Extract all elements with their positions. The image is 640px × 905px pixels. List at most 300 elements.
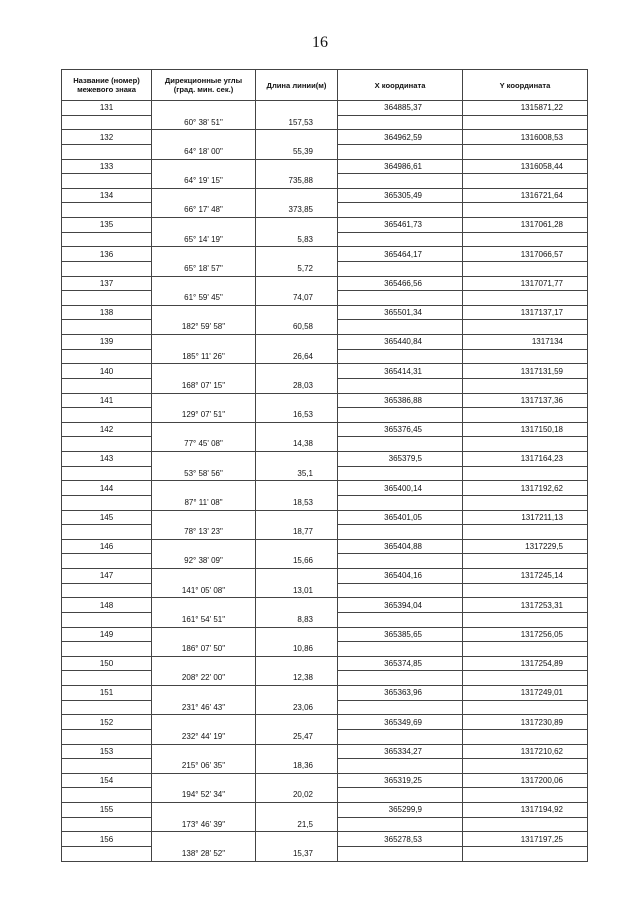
empty-cell [62, 583, 152, 598]
empty-cell [152, 656, 256, 671]
empty-cell [152, 598, 256, 613]
point-name: 152 [62, 715, 152, 730]
y-coordinate: 1315871,22 [463, 101, 588, 116]
empty-cell [338, 203, 463, 218]
empty-cell [152, 218, 256, 233]
y-coordinate: 1317229,5 [463, 539, 588, 554]
empty-cell [256, 422, 338, 437]
empty-cell [256, 569, 338, 584]
page-number: 16 [312, 34, 328, 51]
table-row [62, 656, 588, 671]
x-coordinate: 365404,16 [338, 569, 463, 584]
table-row [62, 759, 588, 774]
empty-cell [62, 729, 152, 744]
table-row [62, 247, 588, 262]
table-row [62, 729, 588, 744]
table-row [62, 174, 588, 189]
empty-cell [463, 320, 588, 335]
empty-cell [463, 203, 588, 218]
direction-angle: 53° 58' 56" [152, 466, 256, 481]
empty-cell [256, 276, 338, 291]
empty-cell [62, 144, 152, 159]
empty-cell [62, 349, 152, 364]
direction-angle: 208° 22' 00" [152, 671, 256, 686]
x-coordinate: 365349,69 [338, 715, 463, 730]
x-coordinate: 365299,9 [338, 803, 463, 818]
empty-cell [256, 159, 338, 174]
direction-angle: 61° 59' 45" [152, 291, 256, 306]
empty-cell [338, 642, 463, 657]
empty-cell [62, 115, 152, 130]
table-row [62, 817, 588, 832]
x-coordinate: 364885,37 [338, 101, 463, 116]
empty-cell [338, 349, 463, 364]
empty-cell [463, 554, 588, 569]
empty-cell [62, 408, 152, 423]
empty-cell [256, 130, 338, 145]
point-name: 133 [62, 159, 152, 174]
empty-cell [152, 393, 256, 408]
direction-angle: 77° 45' 08" [152, 437, 256, 452]
empty-cell [152, 130, 256, 145]
empty-cell [256, 305, 338, 320]
empty-cell [152, 481, 256, 496]
table-row [62, 583, 588, 598]
table-header-row [62, 70, 588, 101]
point-name: 138 [62, 305, 152, 320]
table-row [62, 291, 588, 306]
table-row [62, 554, 588, 569]
y-coordinate: 1317254,89 [463, 656, 588, 671]
point-name: 142 [62, 422, 152, 437]
point-name: 140 [62, 364, 152, 379]
x-coordinate: 365374,85 [338, 656, 463, 671]
y-coordinate: 1317200,06 [463, 773, 588, 788]
empty-cell [338, 788, 463, 803]
x-coordinate: 365401,05 [338, 510, 463, 525]
line-length: 25,47 [256, 729, 338, 744]
point-name: 150 [62, 656, 152, 671]
x-coordinate: 365404,88 [338, 539, 463, 554]
table-row [62, 101, 588, 116]
empty-cell [62, 612, 152, 627]
empty-cell [256, 247, 338, 262]
table-row [62, 642, 588, 657]
empty-cell [62, 817, 152, 832]
line-length: 5,72 [256, 261, 338, 276]
y-coordinate: 1317192,62 [463, 481, 588, 496]
direction-angle: 65° 14' 19" [152, 232, 256, 247]
y-coordinate: 1316721,64 [463, 188, 588, 203]
coordinates-table [61, 69, 588, 862]
empty-cell [152, 715, 256, 730]
x-coordinate: 365414,31 [338, 364, 463, 379]
point-name: 148 [62, 598, 152, 613]
x-coordinate: 365379,5 [338, 452, 463, 467]
empty-cell [256, 832, 338, 847]
direction-angle: 87° 11' 08" [152, 495, 256, 510]
empty-cell [463, 115, 588, 130]
table-row [62, 466, 588, 481]
table-row [62, 525, 588, 540]
table-row [62, 495, 588, 510]
empty-cell [256, 510, 338, 525]
empty-cell [152, 569, 256, 584]
empty-cell [338, 495, 463, 510]
line-length: 12,38 [256, 671, 338, 686]
point-name: 154 [62, 773, 152, 788]
empty-cell [338, 174, 463, 189]
x-coordinate: 365376,45 [338, 422, 463, 437]
table-row [62, 320, 588, 335]
empty-cell [338, 115, 463, 130]
x-coordinate: 365278,53 [338, 832, 463, 847]
table-row [62, 335, 588, 350]
direction-angle: 182° 59' 58" [152, 320, 256, 335]
line-length: 18,36 [256, 759, 338, 774]
line-length: 20,02 [256, 788, 338, 803]
point-name: 132 [62, 130, 152, 145]
empty-cell [62, 700, 152, 715]
direction-angle: 64° 19' 15" [152, 174, 256, 189]
direction-angle: 66° 17' 48" [152, 203, 256, 218]
line-length: 14,38 [256, 437, 338, 452]
empty-cell [152, 335, 256, 350]
empty-cell [152, 452, 256, 467]
x-coordinate: 365501,34 [338, 305, 463, 320]
line-length: 21,5 [256, 817, 338, 832]
empty-cell [62, 759, 152, 774]
empty-cell [463, 466, 588, 481]
point-name: 143 [62, 452, 152, 467]
table-row [62, 539, 588, 554]
direction-angle: 141° 05' 08" [152, 583, 256, 598]
y-coordinate: 1317071,77 [463, 276, 588, 291]
point-name: 131 [62, 101, 152, 116]
empty-cell [256, 656, 338, 671]
empty-cell [338, 408, 463, 423]
point-name: 156 [62, 832, 152, 847]
x-coordinate: 365305,49 [338, 188, 463, 203]
y-coordinate: 1316058,44 [463, 159, 588, 174]
table-row [62, 832, 588, 847]
table-row [62, 700, 588, 715]
header-y: Y координата [463, 70, 588, 101]
x-coordinate: 364986,61 [338, 159, 463, 174]
y-coordinate: 1317137,17 [463, 305, 588, 320]
table-row [62, 130, 588, 145]
empty-cell [62, 378, 152, 393]
empty-cell [62, 203, 152, 218]
direction-angle: 168° 07' 15" [152, 378, 256, 393]
empty-cell [256, 393, 338, 408]
empty-cell [463, 174, 588, 189]
x-coordinate: 365394,04 [338, 598, 463, 613]
table-row [62, 510, 588, 525]
table-row [62, 569, 588, 584]
empty-cell [338, 817, 463, 832]
empty-cell [338, 759, 463, 774]
x-coordinate: 365400,14 [338, 481, 463, 496]
empty-cell [338, 700, 463, 715]
table-row [62, 349, 588, 364]
empty-cell [338, 437, 463, 452]
empty-cell [338, 729, 463, 744]
empty-cell [463, 671, 588, 686]
x-coordinate: 365440,84 [338, 335, 463, 350]
x-coordinate: 365461,73 [338, 218, 463, 233]
table-body [62, 101, 588, 862]
empty-cell [338, 846, 463, 861]
empty-cell [463, 817, 588, 832]
point-name: 141 [62, 393, 152, 408]
table-row [62, 612, 588, 627]
y-coordinate: 1317164,23 [463, 452, 588, 467]
header-name: Название (номер) межевого знака [62, 70, 152, 101]
empty-cell [463, 729, 588, 744]
empty-cell [152, 159, 256, 174]
y-coordinate: 1317245,14 [463, 569, 588, 584]
empty-cell [256, 101, 338, 116]
point-name: 147 [62, 569, 152, 584]
empty-cell [338, 525, 463, 540]
line-length: 15,37 [256, 846, 338, 861]
table-row [62, 276, 588, 291]
table-row [62, 627, 588, 642]
empty-cell [338, 583, 463, 598]
point-name: 136 [62, 247, 152, 262]
line-length: 8,83 [256, 612, 338, 627]
direction-angle: 186° 07' 50" [152, 642, 256, 657]
empty-cell [62, 642, 152, 657]
table-row [62, 232, 588, 247]
direction-angle: 129° 07' 51" [152, 408, 256, 423]
empty-cell [338, 291, 463, 306]
empty-cell [463, 583, 588, 598]
direction-angle: 231° 46' 43" [152, 700, 256, 715]
table-row [62, 364, 588, 379]
line-length: 5,83 [256, 232, 338, 247]
point-name: 151 [62, 686, 152, 701]
empty-cell [152, 832, 256, 847]
line-length: 10,86 [256, 642, 338, 657]
direction-angle: 138° 28' 52" [152, 846, 256, 861]
empty-cell [152, 305, 256, 320]
point-name: 146 [62, 539, 152, 554]
direction-angle: 60° 38' 51" [152, 115, 256, 130]
empty-cell [463, 437, 588, 452]
line-length: 35,1 [256, 466, 338, 481]
empty-cell [256, 539, 338, 554]
table-row [62, 261, 588, 276]
x-coordinate: 365466,56 [338, 276, 463, 291]
empty-cell [62, 525, 152, 540]
table-row [62, 452, 588, 467]
table-row [62, 115, 588, 130]
table-row [62, 481, 588, 496]
y-coordinate: 1317137,36 [463, 393, 588, 408]
y-coordinate: 1317211,13 [463, 510, 588, 525]
empty-cell [152, 803, 256, 818]
empty-cell [463, 495, 588, 510]
table-row [62, 408, 588, 423]
direction-angle: 78° 13' 23" [152, 525, 256, 540]
empty-cell [463, 349, 588, 364]
empty-cell [338, 466, 463, 481]
empty-cell [338, 554, 463, 569]
empty-cell [152, 364, 256, 379]
point-name: 137 [62, 276, 152, 291]
point-name: 155 [62, 803, 152, 818]
empty-cell [338, 612, 463, 627]
y-coordinate: 1317194,92 [463, 803, 588, 818]
empty-cell [152, 422, 256, 437]
empty-cell [62, 671, 152, 686]
empty-cell [62, 788, 152, 803]
empty-cell [152, 773, 256, 788]
empty-cell [152, 101, 256, 116]
x-coordinate: 365319,25 [338, 773, 463, 788]
line-length: 18,53 [256, 495, 338, 510]
empty-cell [256, 335, 338, 350]
point-name: 139 [62, 335, 152, 350]
empty-cell [256, 481, 338, 496]
empty-cell [256, 452, 338, 467]
direction-angle: 65° 18' 57" [152, 261, 256, 276]
empty-cell [62, 437, 152, 452]
line-length: 16,53 [256, 408, 338, 423]
empty-cell [62, 261, 152, 276]
table-row [62, 744, 588, 759]
direction-angle: 215° 06' 35" [152, 759, 256, 774]
line-length: 13,01 [256, 583, 338, 598]
empty-cell [256, 364, 338, 379]
empty-cell [256, 715, 338, 730]
empty-cell [338, 261, 463, 276]
direction-angle: 194° 52' 34" [152, 788, 256, 803]
direction-angle: 173° 46' 39" [152, 817, 256, 832]
table-row [62, 144, 588, 159]
header-length: Длина линии(м) [256, 70, 338, 101]
empty-cell [463, 408, 588, 423]
line-length: 157,53 [256, 115, 338, 130]
point-name: 135 [62, 218, 152, 233]
empty-cell [256, 598, 338, 613]
y-coordinate: 1317150,18 [463, 422, 588, 437]
point-name: 149 [62, 627, 152, 642]
empty-cell [463, 261, 588, 276]
empty-cell [256, 218, 338, 233]
line-length: 18,77 [256, 525, 338, 540]
table-row [62, 305, 588, 320]
y-coordinate: 1317249,01 [463, 686, 588, 701]
empty-cell [338, 671, 463, 686]
x-coordinate: 365464,17 [338, 247, 463, 262]
line-length: 735,88 [256, 174, 338, 189]
table-row [62, 218, 588, 233]
table-row [62, 715, 588, 730]
empty-cell [62, 554, 152, 569]
empty-cell [463, 612, 588, 627]
empty-cell [463, 759, 588, 774]
empty-cell [62, 495, 152, 510]
y-coordinate: 1317253,31 [463, 598, 588, 613]
empty-cell [152, 627, 256, 642]
table-row [62, 437, 588, 452]
direction-angle: 232° 44' 19" [152, 729, 256, 744]
x-coordinate: 365386,88 [338, 393, 463, 408]
y-coordinate: 1317066,57 [463, 247, 588, 262]
line-length: 373,85 [256, 203, 338, 218]
line-length: 74,07 [256, 291, 338, 306]
table-row [62, 393, 588, 408]
empty-cell [463, 144, 588, 159]
direction-angle: 92° 38' 09" [152, 554, 256, 569]
line-length: 26,64 [256, 349, 338, 364]
table-row [62, 159, 588, 174]
empty-cell [338, 320, 463, 335]
empty-cell [256, 744, 338, 759]
empty-cell [62, 174, 152, 189]
empty-cell [463, 846, 588, 861]
empty-cell [152, 188, 256, 203]
y-coordinate: 1317230,89 [463, 715, 588, 730]
y-coordinate: 1317131,59 [463, 364, 588, 379]
line-length: 55,39 [256, 144, 338, 159]
table-row [62, 188, 588, 203]
empty-cell [463, 788, 588, 803]
point-name: 153 [62, 744, 152, 759]
empty-cell [463, 378, 588, 393]
empty-cell [338, 144, 463, 159]
empty-cell [62, 320, 152, 335]
empty-cell [338, 378, 463, 393]
empty-cell [152, 744, 256, 759]
empty-cell [152, 247, 256, 262]
table-row [62, 378, 588, 393]
y-coordinate: 1316008,53 [463, 130, 588, 145]
table-row [62, 203, 588, 218]
empty-cell [62, 466, 152, 481]
table-row [62, 422, 588, 437]
y-coordinate: 1317210,62 [463, 744, 588, 759]
table-row [62, 671, 588, 686]
line-length: 28,03 [256, 378, 338, 393]
table-row [62, 803, 588, 818]
x-coordinate: 364962,59 [338, 130, 463, 145]
empty-cell [256, 686, 338, 701]
table-row [62, 788, 588, 803]
point-name: 145 [62, 510, 152, 525]
empty-cell [256, 627, 338, 642]
empty-cell [152, 686, 256, 701]
empty-cell [256, 803, 338, 818]
empty-cell [62, 846, 152, 861]
table-row [62, 773, 588, 788]
table-row [62, 686, 588, 701]
line-length: 60,58 [256, 320, 338, 335]
table-row [62, 846, 588, 861]
direction-angle: 185° 11' 26" [152, 349, 256, 364]
y-coordinate: 1317134 [463, 335, 588, 350]
empty-cell [152, 276, 256, 291]
line-length: 15,66 [256, 554, 338, 569]
direction-angle: 161° 54' 51" [152, 612, 256, 627]
empty-cell [62, 232, 152, 247]
empty-cell [152, 539, 256, 554]
x-coordinate: 365334,27 [338, 744, 463, 759]
y-coordinate: 1317256,05 [463, 627, 588, 642]
